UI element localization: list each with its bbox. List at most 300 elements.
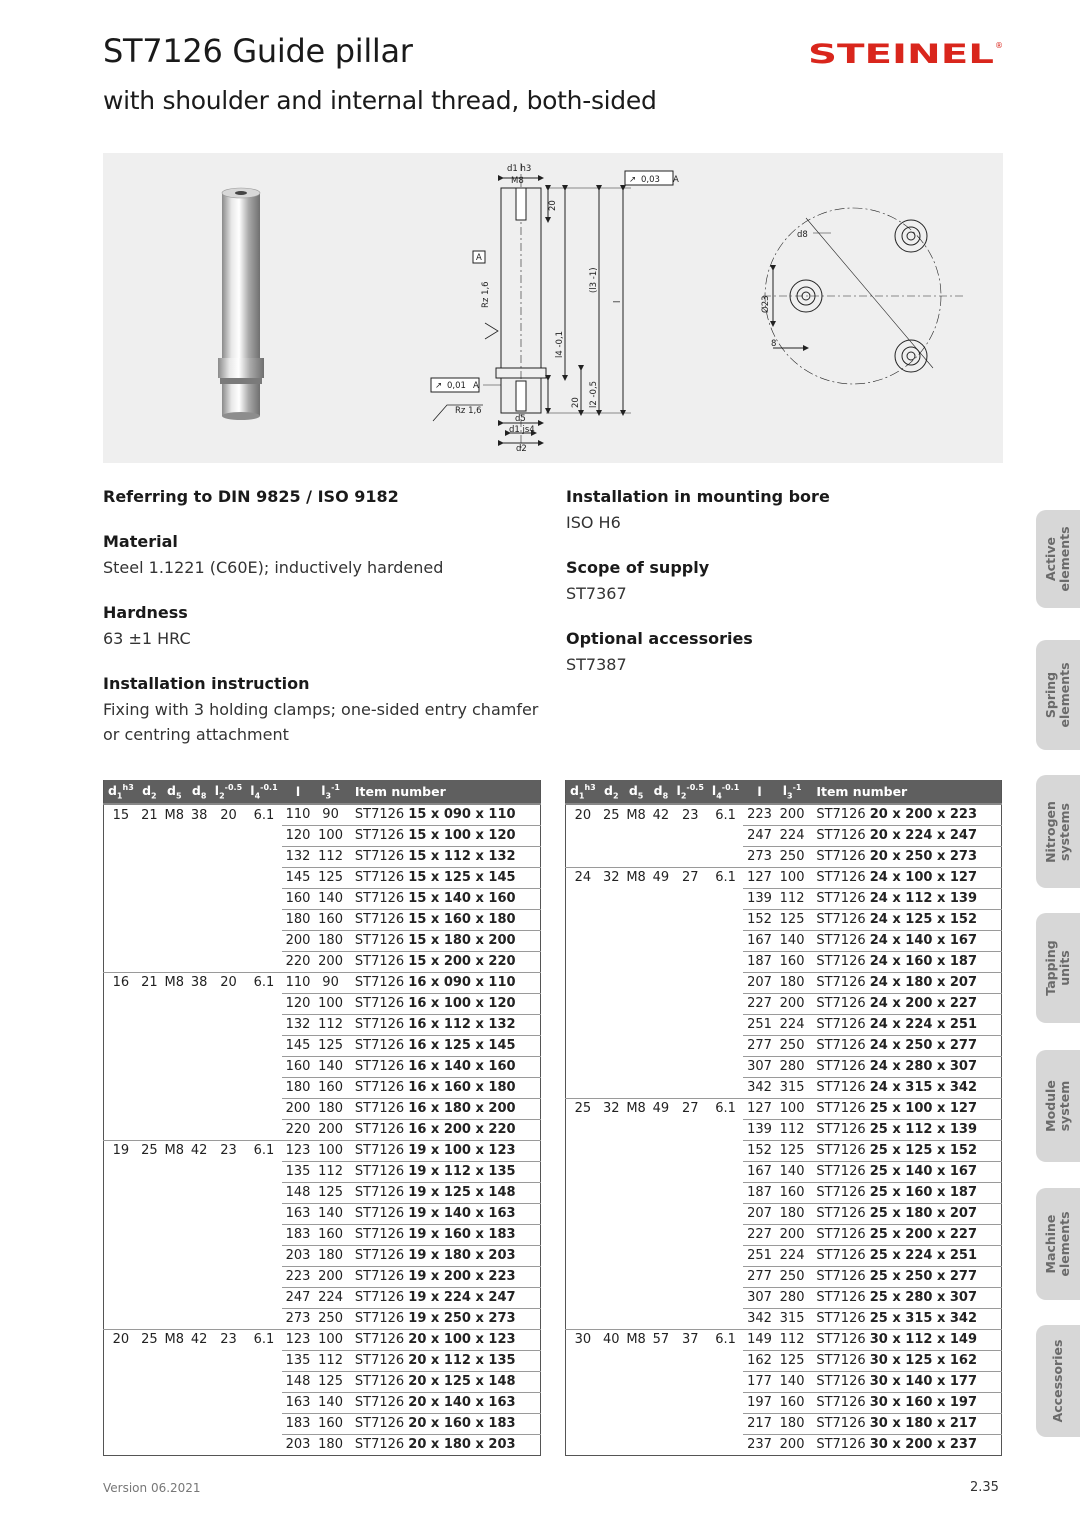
cell-l2 <box>211 1413 246 1434</box>
cell-l4 <box>246 1392 281 1413</box>
cell-l: 200 <box>282 1098 315 1119</box>
cell-d5: M8 <box>623 1329 650 1350</box>
cell-l2 <box>211 888 246 909</box>
cell-l: 110 <box>282 804 315 825</box>
cell-l4 <box>708 909 743 930</box>
cell-l: 183 <box>282 1413 315 1434</box>
cell-d1: 20 <box>104 1329 138 1350</box>
cell-d1 <box>104 930 138 951</box>
cell-item-number: ST7126 19 x 125 x 148 <box>347 1182 541 1203</box>
cell-l2 <box>211 1308 246 1329</box>
cell-d1 <box>104 1182 138 1203</box>
cell-d2: 21 <box>138 972 161 993</box>
cell-d5: M8 <box>623 867 650 888</box>
cell-l2 <box>673 1413 708 1434</box>
cell-d2 <box>600 888 623 909</box>
table-row <box>104 1224 541 1245</box>
side-tab-tapping-units[interactable]: Tapping units <box>1036 913 1080 1023</box>
cell-d1 <box>566 1434 600 1455</box>
cell-l: 200 <box>282 930 315 951</box>
table-row <box>104 1245 541 1266</box>
side-tab-module-system[interactable]: Module system <box>1036 1050 1080 1162</box>
table-row <box>104 951 541 972</box>
cell-l3: 315 <box>779 1080 805 1095</box>
cell-d1 <box>104 1077 138 1098</box>
info-text: Steel 1.1221 (C60E); inductively hardened <box>103 558 444 577</box>
cell-d8 <box>188 867 211 888</box>
cell-l4 <box>708 1245 743 1266</box>
cell-l4: 6.1 <box>708 1329 743 1350</box>
cell-l: 223 <box>282 1266 315 1287</box>
cell-l2 <box>211 1161 246 1182</box>
col-l3: $l_3^{-1}$ <box>321 782 340 801</box>
cell-l4: 6.1 <box>246 1140 281 1161</box>
cell-l: 148 <box>282 1371 315 1392</box>
cell-item-number: ST7126 24 x 280 x 307 <box>808 1056 1001 1077</box>
table-row <box>566 909 1002 930</box>
cell-d1 <box>104 1413 138 1434</box>
cell-l: 217 <box>743 1413 776 1434</box>
info-hardness <box>103 600 543 651</box>
cell-d5 <box>161 1161 188 1182</box>
cell-l3: 250 <box>779 849 805 864</box>
cell-d8 <box>188 846 211 867</box>
table-row <box>566 1434 1002 1455</box>
cell-l3: 112 <box>314 1014 347 1035</box>
info-heading: Installation in mounting bore <box>566 487 830 506</box>
technical-drawing <box>103 153 1003 463</box>
table-row <box>104 1035 541 1056</box>
info-material <box>103 529 543 580</box>
table-row <box>566 1308 1002 1329</box>
cell-d1 <box>566 1182 600 1203</box>
table-row <box>104 1413 541 1434</box>
info-bore <box>566 484 966 535</box>
cell-l4 <box>246 1203 281 1224</box>
col-d1: $d_1^{h3}$ <box>107 782 134 801</box>
table-row <box>566 1287 1002 1308</box>
cell-l2 <box>673 1203 708 1224</box>
cell-l4 <box>708 1161 743 1182</box>
cell-l: 123 <box>282 1140 315 1161</box>
cell-l: 139 <box>743 1119 776 1140</box>
table-row <box>104 909 541 930</box>
cell-d1 <box>566 1140 600 1161</box>
table-row <box>566 1140 1002 1161</box>
cell-l2 <box>673 909 708 930</box>
cell-d8: 38 <box>188 804 211 825</box>
cell-l3: 125 <box>314 1035 347 1056</box>
cell-l3: 125 <box>314 867 347 888</box>
cell-d2 <box>138 951 161 972</box>
cell-d8 <box>649 1161 672 1182</box>
cell-d1: 19 <box>104 1140 138 1161</box>
cell-d1 <box>566 1119 600 1140</box>
cell-d2 <box>600 972 623 993</box>
cell-l4 <box>246 1056 281 1077</box>
cell-item-number: ST7126 25 x 200 x 227 <box>808 1224 1001 1245</box>
table-row <box>566 825 1002 846</box>
table-row <box>566 1203 1002 1224</box>
cell-d2: 32 <box>600 867 623 888</box>
footer-page-number: 2.35 <box>970 1480 999 1495</box>
cell-d8 <box>649 1077 672 1098</box>
table-row <box>104 1203 541 1224</box>
table-row <box>566 972 1002 993</box>
top-view <box>763 208 963 384</box>
table-header-row <box>566 780 1002 804</box>
side-tab-spring-elements[interactable]: Spring elements <box>1036 640 1080 750</box>
cell-d1 <box>566 1161 600 1182</box>
cell-l3: 125 <box>314 1371 347 1392</box>
info-left <box>103 484 543 767</box>
cell-item-number: ST7126 25 x 125 x 152 <box>808 1140 1001 1161</box>
cell-item-number: ST7126 15 x 125 x 145 <box>347 867 541 888</box>
cell-d5 <box>623 1161 650 1182</box>
cell-l3: 200 <box>314 1266 347 1287</box>
cell-d2 <box>138 846 161 867</box>
cell-d1 <box>566 1350 600 1371</box>
cell-d2 <box>600 1371 623 1392</box>
cell-l2 <box>673 825 708 846</box>
cell-d1: 15 <box>104 804 138 825</box>
cell-l4 <box>246 1266 281 1287</box>
col-item-number: Item number <box>816 784 908 799</box>
cell-l3: 100 <box>314 993 347 1014</box>
cell-d1 <box>104 846 138 867</box>
cell-d5 <box>161 1077 188 1098</box>
cell-l: 127 <box>743 867 776 888</box>
cell-l2 <box>673 1245 708 1266</box>
cell-l4: 6.1 <box>246 1329 281 1350</box>
pillar-photo <box>218 188 264 420</box>
cell-d5 <box>623 1077 650 1098</box>
cell-l: 227 <box>743 993 776 1014</box>
cell-d1 <box>104 1266 138 1287</box>
cell-l4 <box>708 1035 743 1056</box>
cell-l2: 23 <box>211 1329 246 1350</box>
cell-l: 149 <box>743 1329 776 1350</box>
cell-l4 <box>246 909 281 930</box>
logo-text: STEINEL <box>808 40 994 66</box>
cell-item-number: ST7126 19 x 200 x 223 <box>347 1266 541 1287</box>
table-row <box>104 1350 541 1371</box>
cell-d1 <box>104 1098 138 1119</box>
cell-item-number: ST7126 15 x 090 x 110 <box>347 804 541 825</box>
cell-d1 <box>566 909 600 930</box>
cell-l: 273 <box>747 849 772 864</box>
cell-d8 <box>188 1182 211 1203</box>
cell-l4 <box>708 1287 743 1308</box>
cell-d1 <box>566 1224 600 1245</box>
cell-l3: 140 <box>314 1203 347 1224</box>
cell-l4 <box>246 1098 281 1119</box>
cell-d5: M8 <box>623 1098 650 1119</box>
cell-d1 <box>566 1287 600 1308</box>
cell-l3: 250 <box>318 1311 343 1326</box>
cell-d5: M8 <box>623 804 650 825</box>
cell-l4 <box>708 1392 743 1413</box>
table-row <box>104 1287 541 1308</box>
cell-d8 <box>649 1287 672 1308</box>
cell-d5 <box>161 1056 188 1077</box>
table-row <box>104 1329 541 1350</box>
cell-l4 <box>708 1056 743 1077</box>
cell-l3: 224 <box>776 825 809 846</box>
table-row <box>104 1308 541 1329</box>
cell-d5 <box>623 888 650 909</box>
cell-d2 <box>600 1266 623 1287</box>
cell-d5 <box>161 951 188 972</box>
info-accessories <box>566 626 966 677</box>
cell-l: 162 <box>743 1350 776 1371</box>
cell-l2 <box>211 1056 246 1077</box>
cell-d5 <box>161 1308 188 1329</box>
cell-l2 <box>673 1014 708 1035</box>
table-row <box>566 1056 1002 1077</box>
cell-d5 <box>623 1056 650 1077</box>
cell-l2: 20 <box>211 972 246 993</box>
cell-l2 <box>211 1077 246 1098</box>
cell-d5 <box>623 825 650 846</box>
cell-l4: 6.1 <box>708 867 743 888</box>
cell-d1 <box>104 1035 138 1056</box>
cell-d1 <box>104 1161 138 1182</box>
col-item-number: Item number <box>354 784 446 799</box>
cell-d8 <box>188 1371 211 1392</box>
table-row <box>566 888 1002 909</box>
cell-l2 <box>211 1182 246 1203</box>
cell-item-number: ST7126 25 x 250 x 277 <box>808 1266 1001 1287</box>
cell-l2 <box>673 1371 708 1392</box>
cell-d5: M8 <box>161 1329 188 1350</box>
cell-l3: 125 <box>314 1182 347 1203</box>
cell-d2 <box>138 1035 161 1056</box>
cell-d1 <box>104 1224 138 1245</box>
cell-l: 187 <box>743 1182 776 1203</box>
cell-l4 <box>246 867 281 888</box>
cell-d1 <box>104 951 138 972</box>
cell-l3: 180 <box>314 1245 347 1266</box>
cell-d2 <box>600 1350 623 1371</box>
cell-d8 <box>649 1203 672 1224</box>
cell-l: 342 <box>747 1080 772 1095</box>
cell-item-number: ST7126 25 x 112 x 139 <box>808 1119 1001 1140</box>
cell-l3: 200 <box>779 1437 805 1452</box>
info-heading: Referring to DIN 9825 / ISO 9182 <box>103 487 399 506</box>
cell-l4 <box>708 930 743 951</box>
cell-d5 <box>161 846 188 867</box>
cell-d8 <box>649 888 672 909</box>
cell-d8 <box>188 1287 211 1308</box>
cell-d2: 25 <box>138 1140 161 1161</box>
side-tab-machine-elements[interactable]: Machine elements <box>1036 1188 1080 1300</box>
cell-d1 <box>104 909 138 930</box>
table-row <box>104 846 541 867</box>
cell-d1 <box>566 846 600 867</box>
cell-d2: 21 <box>138 804 161 825</box>
table-row <box>104 1392 541 1413</box>
cell-d2 <box>138 1224 161 1245</box>
cell-d8 <box>649 1392 672 1413</box>
cell-l2 <box>673 1119 708 1140</box>
cell-l: 180 <box>282 1077 315 1098</box>
cell-d5 <box>623 1203 650 1224</box>
cell-d1: 16 <box>104 972 138 993</box>
cell-l2 <box>211 825 246 846</box>
cell-d5 <box>161 1035 188 1056</box>
cell-l3: 112 <box>314 1350 347 1371</box>
cell-d2 <box>600 993 623 1014</box>
info-installation <box>103 671 543 747</box>
cell-l2 <box>673 1077 708 1098</box>
svg-text:↗: ↗ <box>435 381 443 391</box>
cell-item-number: ST7126 30 x 160 x 197 <box>808 1392 1001 1413</box>
cell-l: 187 <box>743 951 776 972</box>
cell-item-number: ST7126 16 x 125 x 145 <box>347 1035 541 1056</box>
cell-l4 <box>708 1119 743 1140</box>
cell-d8 <box>188 951 211 972</box>
cell-l4 <box>708 825 743 846</box>
cell-l4 <box>246 951 281 972</box>
cell-l: 220 <box>285 954 311 969</box>
table-row <box>104 1371 541 1392</box>
cell-d1 <box>566 1035 600 1056</box>
cell-item-number: ST7126 19 x 112 x 135 <box>347 1161 541 1182</box>
cell-d8: 49 <box>649 1098 672 1119</box>
cell-l: 152 <box>743 1140 776 1161</box>
cell-item-number: ST7126 15 x 100 x 120 <box>347 825 541 846</box>
cell-d5 <box>161 1182 188 1203</box>
cell-l4 <box>246 993 281 1014</box>
cell-d8 <box>188 1245 211 1266</box>
info-text: 63 ±1 HRC <box>103 629 191 648</box>
table-row <box>566 1077 1002 1098</box>
cell-l2: 27 <box>673 1098 708 1119</box>
table-row <box>104 993 541 1014</box>
cell-l: 163 <box>282 1203 315 1224</box>
cell-d5 <box>623 1266 650 1287</box>
table-row <box>566 1392 1002 1413</box>
col-l4: $l_4^{-0.1}$ <box>250 782 278 801</box>
dim-20-bottom: 20 <box>571 397 581 408</box>
cell-item-number: ST7126 19 x 100 x 123 <box>347 1140 541 1161</box>
cell-item-number: ST7126 20 x 180 x 203 <box>354 1437 516 1452</box>
cell-l: 197 <box>743 1392 776 1413</box>
cell-d5 <box>623 1308 650 1329</box>
cell-l3: 100 <box>776 1098 809 1119</box>
cell-item-number: ST7126 30 x 112 x 149 <box>808 1329 1001 1350</box>
cell-d1 <box>104 1371 138 1392</box>
side-tab-active-elements[interactable]: Active elements <box>1036 510 1080 608</box>
cell-l3: 140 <box>776 1371 809 1392</box>
cell-l4: 6.1 <box>708 804 743 825</box>
cell-l: 123 <box>282 1329 315 1350</box>
cell-l3: 200 <box>318 1122 343 1137</box>
cell-l2 <box>673 1350 708 1371</box>
cell-l: 180 <box>282 909 315 930</box>
cell-d5 <box>623 1119 650 1140</box>
side-tab-accessories[interactable]: Accessories <box>1036 1325 1080 1437</box>
cell-item-number: ST7126 20 x 224 x 247 <box>808 825 1001 846</box>
cell-l2 <box>673 1182 708 1203</box>
cell-item-number: ST7126 25 x 315 x 342 <box>816 1311 977 1326</box>
cell-l4 <box>246 825 281 846</box>
cell-l3: 250 <box>776 1266 809 1287</box>
cell-l2 <box>673 846 708 867</box>
cell-l: 135 <box>282 1350 315 1371</box>
cell-d2 <box>138 888 161 909</box>
cell-l2 <box>673 951 708 972</box>
table-row <box>566 1371 1002 1392</box>
cell-d5 <box>161 1266 188 1287</box>
cell-l: 132 <box>282 846 315 867</box>
cell-d5: M8 <box>161 972 188 993</box>
cell-d1 <box>566 951 600 972</box>
cell-item-number: ST7126 19 x 250 x 273 <box>354 1311 516 1326</box>
cell-l: 247 <box>282 1287 315 1308</box>
cell-d2 <box>600 1140 623 1161</box>
cell-l: 277 <box>743 1266 776 1287</box>
cell-l: 203 <box>282 1245 315 1266</box>
cell-l3: 160 <box>776 1182 809 1203</box>
cell-d2 <box>600 846 623 867</box>
cell-item-number: ST7126 24 x 315 x 342 <box>816 1080 977 1095</box>
runout-bottom: 0,01 <box>447 381 466 391</box>
cell-d2 <box>138 1161 161 1182</box>
info-heading: Scope of supply <box>566 558 710 577</box>
cell-l: 110 <box>282 972 315 993</box>
cell-d2: 25 <box>600 804 623 825</box>
cell-d5 <box>623 1287 650 1308</box>
cell-l2 <box>673 1308 708 1329</box>
cell-l2 <box>673 1161 708 1182</box>
cell-l4 <box>708 1371 743 1392</box>
cell-item-number: ST7126 16 x 160 x 180 <box>347 1077 541 1098</box>
cell-d8 <box>649 1140 672 1161</box>
cell-l2 <box>211 1434 246 1455</box>
info-scope <box>566 555 966 606</box>
table-row <box>566 993 1002 1014</box>
table-row <box>104 867 541 888</box>
table-row <box>104 1182 541 1203</box>
cell-d1 <box>104 993 138 1014</box>
cell-l2 <box>673 930 708 951</box>
cell-l3: 180 <box>776 972 809 993</box>
cell-l3: 315 <box>779 1311 805 1326</box>
cell-l2 <box>211 1392 246 1413</box>
col-l2: $l_2^{-0.5}$ <box>214 782 243 801</box>
cell-l: 273 <box>285 1311 311 1326</box>
cell-l4 <box>708 1224 743 1245</box>
side-tab-nitrogen-systems[interactable]: Nitrogen systems <box>1036 775 1080 888</box>
cell-item-number: ST7126 16 x 200 x 220 <box>354 1122 516 1137</box>
cell-l: 132 <box>282 1014 315 1035</box>
cell-l3: 200 <box>776 993 809 1014</box>
cell-l: 207 <box>743 972 776 993</box>
cell-l3: 112 <box>314 1161 347 1182</box>
cell-l: 207 <box>743 1203 776 1224</box>
cell-l4 <box>708 888 743 909</box>
cell-item-number: ST7126 24 x 125 x 152 <box>808 909 1001 930</box>
cell-l3: 125 <box>776 1140 809 1161</box>
cell-d2 <box>600 1434 623 1455</box>
col-d8: $d_8$ <box>191 782 207 801</box>
cell-d5 <box>623 951 650 972</box>
cell-d8 <box>188 1014 211 1035</box>
cell-d8 <box>649 993 672 1014</box>
cell-d2: 40 <box>600 1329 623 1350</box>
